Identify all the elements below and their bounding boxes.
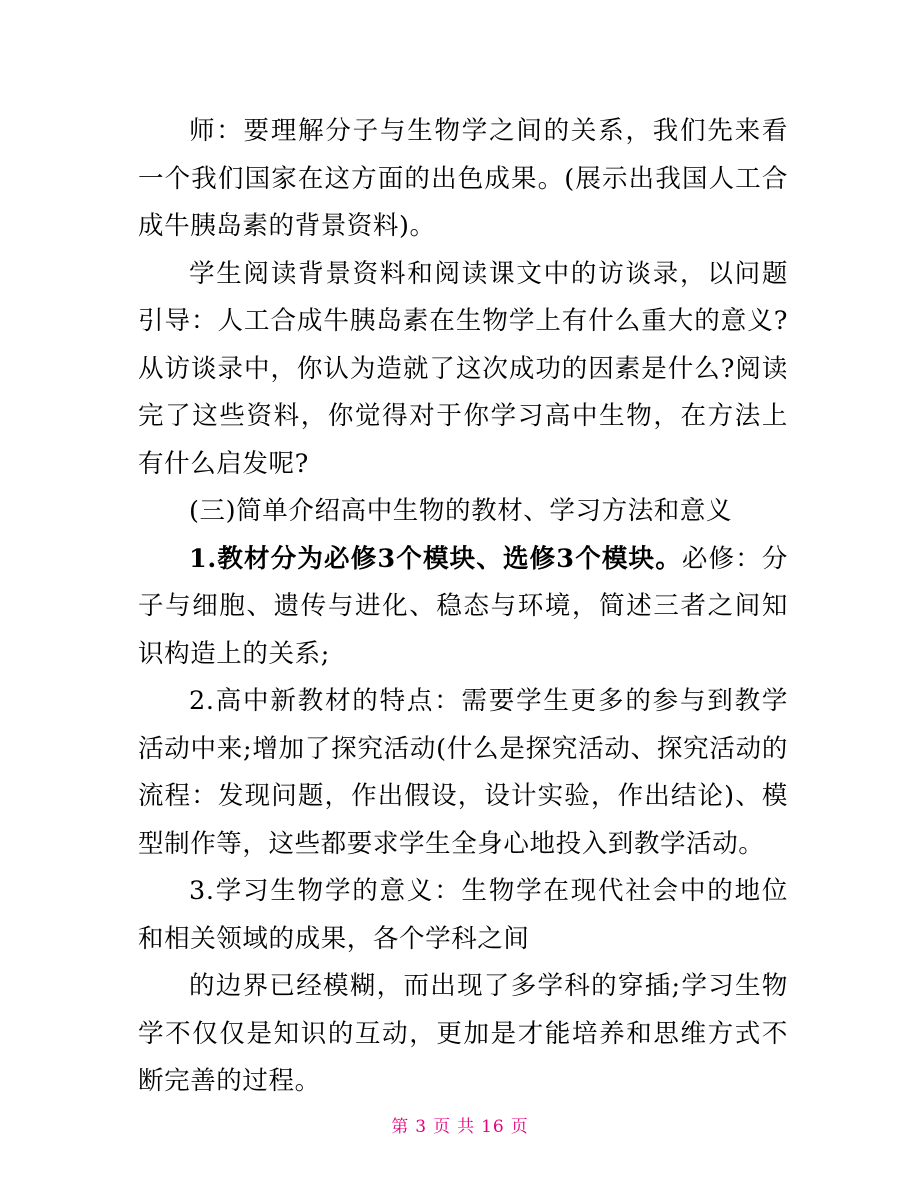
paragraph-item-3: 3.学习生物学的意义：生物学在现代社会中的地位和相关领域的成果，各个学科之间 [138,876,788,954]
section-heading-three: (三)简单介绍高中生物的教材、学习方法和意义 [189,496,733,526]
footer-label-ye-end: 页 [510,1117,529,1137]
paragraph-continuation: 的边界已经模糊，而出现了多学科的穿插;学习生物学不仅仅是知识的互动，更加是才能培养和思维方式不断完善的过程。 [138,971,788,1096]
footer-total-pages: 16 [481,1117,505,1137]
paragraph-item-2: 2.高中新教材的特点：需要学生更多的参与到教学活动中来;增加了探究活动(什么是探究活动、探究活动的流程：发现问题，作出假设，设计实验，作出结论)、模型制作等，这些都要求学生全身心地投入到教学活动。 [138,686,788,859]
page-number-footer [0,1112,920,1137]
item-1-text: 必修：分子与细胞、遗传与进化、稳态与环境，简述三者之间知识构造上的关系; [138,543,788,669]
footer-label-gong: 共 [457,1117,476,1137]
footer-current-page: 3 [415,1117,428,1137]
item-1-bold-lead: 1.教材分为必修3个模块、选修3个模块。 [189,543,682,574]
footer-label-ye: 页 [433,1117,452,1137]
footer-label-di: 第 [391,1117,410,1137]
paragraph-student-reading: 学生阅读背景资料和阅读课文中的访谈录，以问题引导：人工合成牛胰岛素在生物学上有什么重大的意义?从访谈录中，你认为造就了这次成功的因素是什么?阅读完了这些资料，你觉得对于你学习高中生物，在方法上有什么启发呢? [138,258,788,479]
paragraph-item-1 [138,536,788,679]
paragraph-teacher-intro: 师：要理解分子与生物学之间的关系，我们先来看一个我们国家在这方面的出色成果。(展示出我国人工合成牛胰岛素的背景资料)。 [138,116,788,241]
document-body [138,108,788,1106]
